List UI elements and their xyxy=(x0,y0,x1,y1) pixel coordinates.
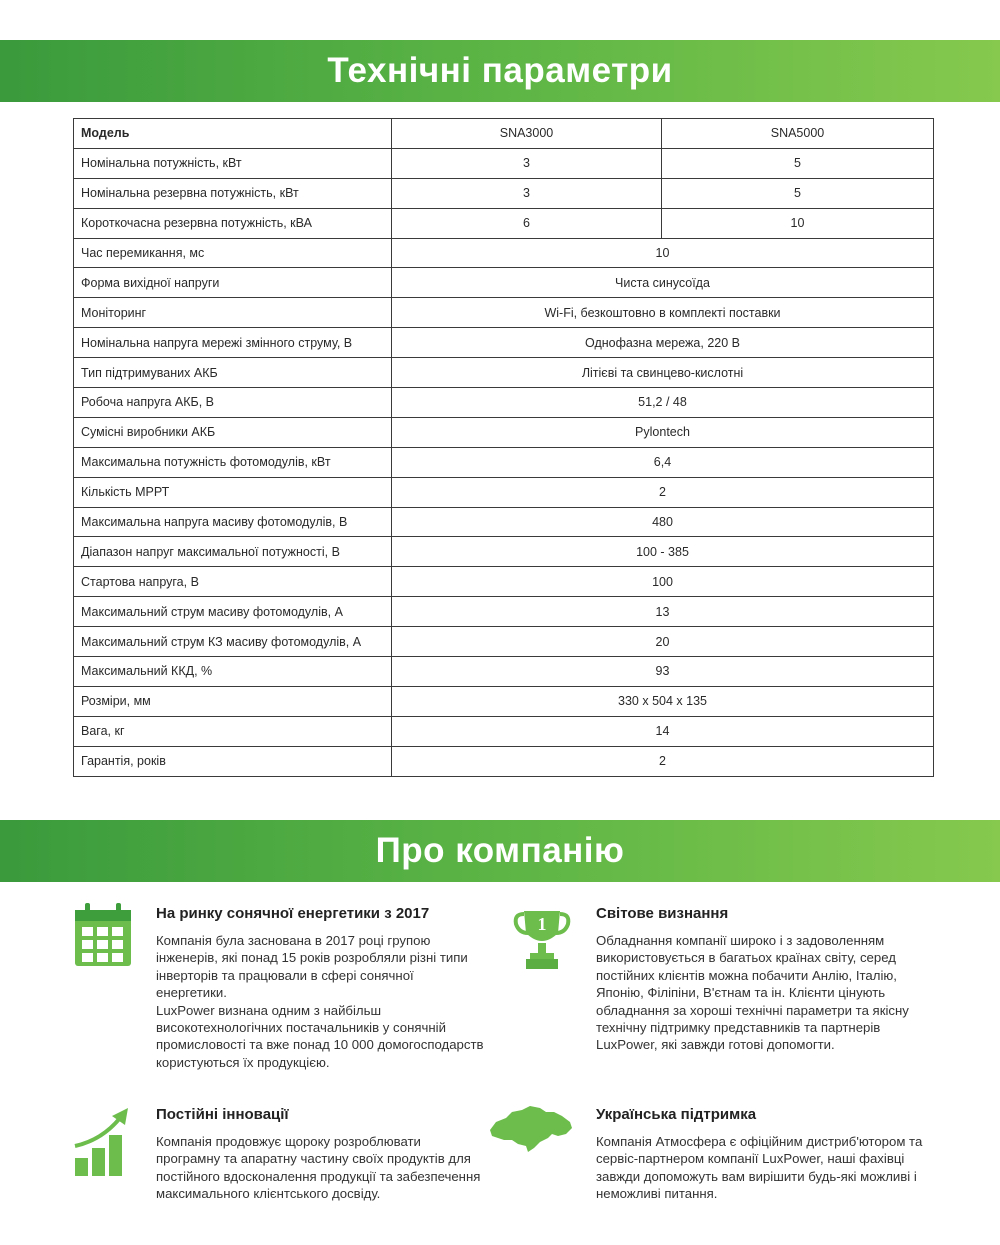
table-cell-label: Моніторинг xyxy=(74,298,392,328)
table-cell-value: 100 - 385 xyxy=(392,537,934,567)
calendar-icon xyxy=(72,900,134,973)
table-row xyxy=(74,328,934,358)
table-row xyxy=(74,417,934,447)
table-row xyxy=(74,507,934,537)
table-cell-label: Діапазон напруг максимальної потужності, В xyxy=(74,537,392,567)
table-cell-value: 100 xyxy=(392,567,934,597)
table-row xyxy=(74,567,934,597)
trophy-number: 1 xyxy=(537,914,547,934)
feature-innovation xyxy=(156,1106,486,1203)
table-cell-value: 6,4 xyxy=(392,447,934,477)
table-row xyxy=(74,148,934,178)
table-cell-model-1: SNA3000 xyxy=(392,119,662,149)
table-cell-value: 13 xyxy=(392,597,934,627)
feature-recognition xyxy=(596,905,926,1054)
feature-title: На ринку сонячної енергетики з 2017 xyxy=(156,905,430,922)
table-cell-label: Час перемикання, мс xyxy=(74,238,392,268)
table-cell-label: Кількість МРРТ xyxy=(74,477,392,507)
table-cell-value-2: 5 xyxy=(662,148,934,178)
table-cell-value: 14 xyxy=(392,716,934,746)
table-cell-value-2: 10 xyxy=(662,208,934,238)
table-row xyxy=(74,358,934,388)
table-cell-value: 2 xyxy=(392,477,934,507)
table-cell-value: Pylontech xyxy=(392,417,934,447)
table-row xyxy=(74,268,934,298)
table-row xyxy=(74,298,934,328)
table-cell-label: Максимальний ККД, % xyxy=(74,657,392,687)
table-cell-label: Максимальна напруга масиву фотомодулів, В xyxy=(74,507,392,537)
table-cell-label: Максимальний струм масиву фотомодулів, А xyxy=(74,597,392,627)
table-cell-value: Wi-Fi, безкоштовно в комплекті поставки xyxy=(392,298,934,328)
table-cell-label: Номінальна потужність, кВт xyxy=(74,148,392,178)
table-cell-value-1: 3 xyxy=(392,178,662,208)
table-cell-label: Вага, кг xyxy=(74,716,392,746)
table-row xyxy=(74,746,934,776)
table-cell-label: Стартова напруга, В xyxy=(74,567,392,597)
table-cell-label: Модель xyxy=(74,119,392,149)
table-cell-label: Робоча напруга АКБ, В xyxy=(74,388,392,418)
specs-table xyxy=(73,118,934,777)
table-cell-label: Тип підтримуваних АКБ xyxy=(74,358,392,388)
table-cell-value: Чиста синусоїда xyxy=(392,268,934,298)
table-cell-label: Максимальна потужність фотомодулів, кВт xyxy=(74,447,392,477)
table-cell-label: Номінальна резервна потужність, кВт xyxy=(74,178,392,208)
feature-text: Компанія Атмосфера є офіційним дистриб'ютором та сервіс-партнером компанії LuxPower, наші фахівці завжди допоможуть вам вирішити будь-які можливі і неможливі питання. xyxy=(596,1134,923,1202)
company-title: Про компанію xyxy=(375,831,625,870)
table-cell-value: Однофазна мережа, 220 В xyxy=(392,328,934,358)
table-row xyxy=(74,657,934,687)
table-row xyxy=(74,537,934,567)
feature-ukraine-support xyxy=(596,1106,926,1203)
table-cell-label: Форма вихідної напруги xyxy=(74,268,392,298)
table-cell-label: Номінальна напруга мережі змінного струму, В xyxy=(74,328,392,358)
growth-chart-icon xyxy=(72,1106,134,1183)
feature-title: Світове визнання xyxy=(596,905,729,922)
table-cell-value: 51,2 / 48 xyxy=(392,388,934,418)
feature-title: Постійні інновації xyxy=(156,1106,289,1123)
feature-title: Українська підтримка xyxy=(596,1106,757,1123)
feature-text: Компанія була заснована в 2017 році групою інженерів, які понад 15 років розробляли різні типи інверторів та працювали в сфері сонячної енергетики. LuxPower визнана одним з найбільш високотехнологічних постачальників у сонячній промисловості та вже понад 10 000 домогосподарств користуються їх продукцією. xyxy=(156,933,484,1070)
table-row xyxy=(74,208,934,238)
table-cell-value: 480 xyxy=(392,507,934,537)
table-cell-label: Гарантія, років xyxy=(74,746,392,776)
table-cell-value: 10 xyxy=(392,238,934,268)
table-cell-label: Короткочасна резервна потужність, кВА xyxy=(74,208,392,238)
table-cell-label: Розміри, мм xyxy=(74,686,392,716)
table-cell-value: 20 xyxy=(392,627,934,657)
table-row xyxy=(74,238,934,268)
table-cell-value: 330 х 504 х 135 xyxy=(392,686,934,716)
table-cell-value-1: 3 xyxy=(392,148,662,178)
feature-text: Компанія продовжує щороку розроблювати програмну та апаратну частину своїх продуктів для постійного вдосконалення продукції та забезпечення максимального клієнтського досвіду. xyxy=(156,1134,481,1202)
company-banner xyxy=(0,820,1000,882)
table-cell-label: Сумісні виробники АКБ xyxy=(74,417,392,447)
table-cell-value-2: 5 xyxy=(662,178,934,208)
table-header-row xyxy=(74,119,934,149)
trophy-icon xyxy=(512,905,572,976)
table-cell-model-2: SNA5000 xyxy=(662,119,934,149)
specs-title: Технічні параметри xyxy=(327,51,673,90)
table-row xyxy=(74,388,934,418)
table-row xyxy=(74,447,934,477)
table-row xyxy=(74,597,934,627)
specs-banner xyxy=(0,40,1000,102)
feature-text: Обладнання компанії широко і з задоволенням використовується в багатьох країнах світу, серед постійних клієнтів можна побачити Анлію, Італію, Японію, Філіпіни, В'єтнам та ін. Клієнти цінують обладнання за хороші технічні параметри та якісну технічну підтримку представників та партнерів LuxPower, які завжди готові допомогти. xyxy=(596,933,909,1053)
ukraine-map-icon xyxy=(488,1104,574,1159)
feature-market xyxy=(156,905,486,1071)
table-row xyxy=(74,627,934,657)
table-row xyxy=(74,477,934,507)
table-cell-label: Максимальний струм КЗ масиву фотомодулів, А xyxy=(74,627,392,657)
table-row xyxy=(74,686,934,716)
table-row xyxy=(74,716,934,746)
table-cell-value: 93 xyxy=(392,657,934,687)
table-cell-value: 2 xyxy=(392,746,934,776)
table-row xyxy=(74,178,934,208)
table-cell-value: Літієві та свинцево-кислотні xyxy=(392,358,934,388)
table-cell-value-1: 6 xyxy=(392,208,662,238)
